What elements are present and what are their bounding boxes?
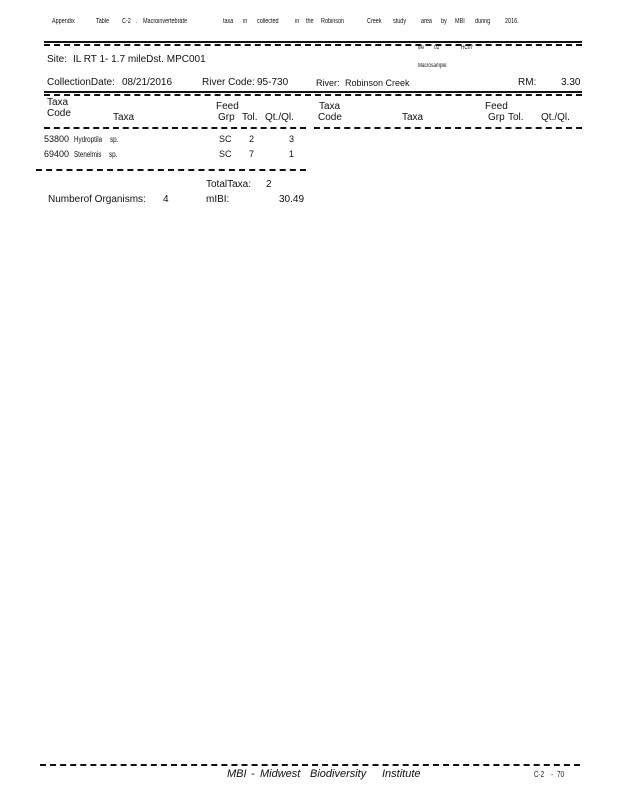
river-label: River: bbox=[316, 78, 340, 88]
header-word: 2016. bbox=[505, 18, 519, 25]
footer-biodiversity: Biodiversity bbox=[310, 768, 367, 780]
row-quantity: 1 bbox=[289, 149, 295, 159]
collection-date-label: CollectionDate: bbox=[47, 77, 115, 88]
total-taxa-value: 2 bbox=[266, 179, 272, 190]
col-feed-bottom: Grp bbox=[218, 112, 235, 123]
row-qualifier: sp. bbox=[109, 150, 118, 159]
col-taxa-code-top: Taxa bbox=[47, 97, 69, 108]
header-word: area bbox=[421, 18, 432, 25]
header-word: in bbox=[243, 18, 248, 25]
col-taxa: Taxa bbox=[113, 112, 135, 123]
sample-number: 02 bbox=[434, 45, 440, 51]
header-word: the bbox=[306, 18, 314, 25]
row-qualifier: sp. bbox=[110, 135, 119, 144]
col-taxa-code-top: Taxa bbox=[319, 101, 341, 112]
header-word: Macroinvertebrate bbox=[143, 18, 188, 25]
organisms-label: Numberof Organisms: bbox=[48, 194, 146, 205]
header-dash-rule bbox=[44, 44, 582, 46]
row-tolerance: 2 bbox=[249, 134, 255, 144]
header-word: in bbox=[295, 18, 300, 25]
col-taxa-code-bottom: Code bbox=[47, 108, 71, 119]
mibi-label: mIBI: bbox=[206, 194, 230, 205]
header-word: collected bbox=[257, 18, 279, 25]
header-word: during bbox=[475, 18, 491, 25]
header-word: study bbox=[393, 18, 407, 25]
rm-value: 3.30 bbox=[561, 77, 581, 88]
site-rule bbox=[44, 91, 582, 93]
col-qt: Qt./Ql. bbox=[541, 112, 570, 123]
organisms-value: 4 bbox=[163, 194, 169, 205]
header-rule bbox=[44, 41, 582, 43]
row-feed-group: SC bbox=[219, 149, 232, 159]
col-feed-top: Feed bbox=[485, 101, 508, 112]
row-quantity: 3 bbox=[289, 134, 295, 144]
row-code: 53800 bbox=[44, 134, 70, 144]
header-word: MBI bbox=[455, 18, 465, 25]
col-tol: Tol. bbox=[242, 112, 258, 123]
header-word: C-2 bbox=[122, 18, 131, 25]
footer-mbi: MBI bbox=[227, 768, 247, 780]
rows-underline bbox=[36, 169, 306, 171]
row-code: 69400 bbox=[44, 149, 70, 159]
total-taxa-label: TotalTaxa: bbox=[206, 179, 252, 190]
header-word: Appendix bbox=[52, 18, 75, 25]
col-taxa: Taxa bbox=[402, 112, 424, 123]
row-genus: Stenelmis bbox=[74, 150, 102, 159]
header-word: Robinson bbox=[321, 18, 345, 25]
footer-institute: Institute bbox=[382, 768, 421, 780]
row-genus: Hydroptila bbox=[74, 135, 103, 144]
rm-label: RM: bbox=[518, 77, 537, 88]
sample-code: RC07 bbox=[461, 45, 473, 51]
col-feed-bottom: Grp bbox=[488, 112, 505, 123]
header-underline-left bbox=[44, 127, 306, 129]
footer-midwest: Midwest bbox=[260, 768, 301, 780]
header-word: by bbox=[441, 18, 447, 25]
river-name: Robinson Creek bbox=[345, 78, 410, 88]
col-qt: Qt./Ql. bbox=[265, 112, 294, 123]
row-feed-group: SC bbox=[219, 134, 232, 144]
river-code-label: River Code: bbox=[202, 77, 255, 88]
footer-dash: - bbox=[251, 768, 255, 780]
header-word: . bbox=[136, 18, 138, 25]
site-value: IL RT 1- 1.7 mileDst. MPC001 bbox=[73, 54, 206, 65]
col-taxa-code-bottom: Code bbox=[318, 112, 342, 123]
header-word: taxa bbox=[223, 18, 234, 25]
page-number: 70 bbox=[557, 770, 564, 779]
site-dash-rule bbox=[44, 94, 582, 96]
footer-rule bbox=[40, 764, 580, 766]
site-label: Site: bbox=[47, 54, 68, 65]
mibi-value: 30.49 bbox=[279, 194, 305, 205]
row-tolerance: 7 bbox=[249, 149, 255, 159]
col-tol: Tol. bbox=[508, 112, 524, 123]
sample-label: file bbox=[418, 45, 424, 51]
header-word: Creek bbox=[367, 18, 382, 25]
collection-date: 08/21/2016 bbox=[122, 77, 173, 88]
col-feed-top: Feed bbox=[216, 101, 239, 112]
subsample-label: Macrosample: bbox=[418, 63, 448, 69]
page-dash: - bbox=[551, 770, 554, 779]
river-code: 95-730 bbox=[257, 77, 289, 88]
page-section: C-2 bbox=[534, 770, 545, 779]
header-underline-right bbox=[314, 127, 582, 129]
header-word: Table bbox=[96, 18, 110, 25]
